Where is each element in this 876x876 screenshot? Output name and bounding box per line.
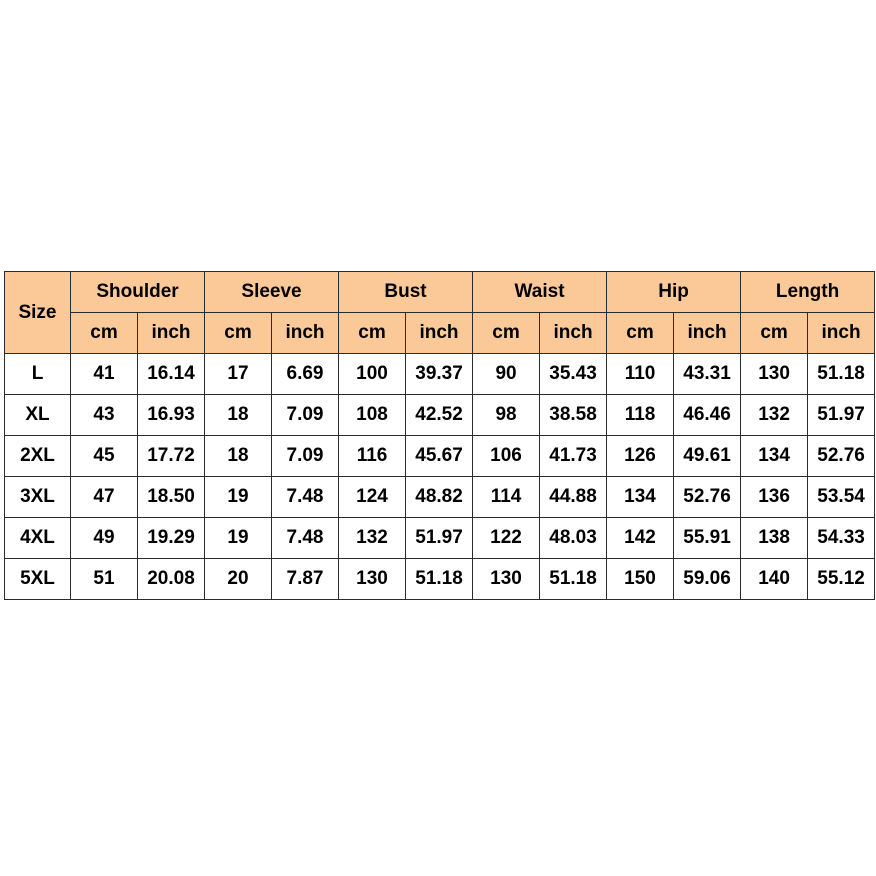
cell-waist-cm: 90 xyxy=(473,354,540,395)
cell-sleeve-cm: 20 xyxy=(205,559,272,600)
cell-bust-inch: 45.67 xyxy=(406,436,473,477)
cell-hip-inch: 46.46 xyxy=(674,395,741,436)
unit-header-cm: cm xyxy=(607,313,674,354)
cell-hip-cm: 142 xyxy=(607,518,674,559)
table-row xyxy=(5,354,875,395)
cell-waist-cm: 122 xyxy=(473,518,540,559)
group-header-waist: Waist xyxy=(473,272,607,313)
cell-length-cm: 136 xyxy=(741,477,808,518)
cell-sleeve-inch: 7.09 xyxy=(272,395,339,436)
cell-waist-cm: 98 xyxy=(473,395,540,436)
cell-sleeve-cm: 19 xyxy=(205,518,272,559)
table-row xyxy=(5,559,875,600)
cell-hip-inch: 52.76 xyxy=(674,477,741,518)
cell-size: 3XL xyxy=(5,477,71,518)
unit-header-cm: cm xyxy=(205,313,272,354)
cell-shoulder-inch: 17.72 xyxy=(138,436,205,477)
cell-shoulder-inch: 18.50 xyxy=(138,477,205,518)
cell-hip-inch: 59.06 xyxy=(674,559,741,600)
unit-header-inch: inch xyxy=(540,313,607,354)
cell-bust-inch: 51.18 xyxy=(406,559,473,600)
cell-length-inch: 55.12 xyxy=(808,559,875,600)
cell-size: 2XL xyxy=(5,436,71,477)
table-row xyxy=(5,477,875,518)
cell-waist-cm: 130 xyxy=(473,559,540,600)
cell-hip-inch: 49.61 xyxy=(674,436,741,477)
unit-header-cm: cm xyxy=(339,313,406,354)
cell-shoulder-inch: 19.29 xyxy=(138,518,205,559)
cell-shoulder-inch: 20.08 xyxy=(138,559,205,600)
cell-length-inch: 54.33 xyxy=(808,518,875,559)
header-row-units xyxy=(5,313,875,354)
unit-header-inch: inch xyxy=(406,313,473,354)
cell-bust-inch: 48.82 xyxy=(406,477,473,518)
cell-shoulder-cm: 47 xyxy=(71,477,138,518)
cell-sleeve-inch: 7.48 xyxy=(272,477,339,518)
cell-waist-inch: 51.18 xyxy=(540,559,607,600)
unit-header-inch: inch xyxy=(674,313,741,354)
cell-waist-inch: 44.88 xyxy=(540,477,607,518)
cell-sleeve-inch: 7.87 xyxy=(272,559,339,600)
cell-bust-cm: 124 xyxy=(339,477,406,518)
cell-bust-inch: 51.97 xyxy=(406,518,473,559)
cell-bust-cm: 116 xyxy=(339,436,406,477)
unit-header-inch: inch xyxy=(808,313,875,354)
unit-header-inch: inch xyxy=(138,313,205,354)
unit-header-cm: cm xyxy=(741,313,808,354)
table-row xyxy=(5,395,875,436)
cell-size: XL xyxy=(5,395,71,436)
size-column-header: Size xyxy=(5,272,71,354)
unit-header-cm: cm xyxy=(71,313,138,354)
cell-shoulder-cm: 51 xyxy=(71,559,138,600)
cell-shoulder-inch: 16.93 xyxy=(138,395,205,436)
group-header-hip: Hip xyxy=(607,272,741,313)
cell-length-cm: 140 xyxy=(741,559,808,600)
table-body xyxy=(5,354,875,600)
group-header-length: Length xyxy=(741,272,875,313)
cell-bust-inch: 42.52 xyxy=(406,395,473,436)
group-header-bust: Bust xyxy=(339,272,473,313)
cell-sleeve-cm: 18 xyxy=(205,395,272,436)
cell-size: L xyxy=(5,354,71,395)
size-chart-table xyxy=(4,271,875,600)
cell-size: 4XL xyxy=(5,518,71,559)
cell-bust-cm: 130 xyxy=(339,559,406,600)
cell-waist-inch: 35.43 xyxy=(540,354,607,395)
cell-sleeve-inch: 7.09 xyxy=(272,436,339,477)
unit-header-cm: cm xyxy=(473,313,540,354)
cell-waist-inch: 38.58 xyxy=(540,395,607,436)
cell-waist-cm: 114 xyxy=(473,477,540,518)
cell-hip-cm: 118 xyxy=(607,395,674,436)
cell-length-cm: 130 xyxy=(741,354,808,395)
cell-sleeve-cm: 18 xyxy=(205,436,272,477)
cell-waist-cm: 106 xyxy=(473,436,540,477)
cell-shoulder-cm: 41 xyxy=(71,354,138,395)
cell-shoulder-cm: 43 xyxy=(71,395,138,436)
group-header-shoulder: Shoulder xyxy=(71,272,205,313)
cell-hip-cm: 126 xyxy=(607,436,674,477)
cell-hip-inch: 55.91 xyxy=(674,518,741,559)
header-row-groups xyxy=(5,272,875,313)
group-header-sleeve: Sleeve xyxy=(205,272,339,313)
cell-sleeve-inch: 7.48 xyxy=(272,518,339,559)
cell-shoulder-cm: 45 xyxy=(71,436,138,477)
cell-length-inch: 53.54 xyxy=(808,477,875,518)
cell-shoulder-cm: 49 xyxy=(71,518,138,559)
cell-length-cm: 138 xyxy=(741,518,808,559)
table-header xyxy=(5,272,875,354)
cell-length-inch: 51.97 xyxy=(808,395,875,436)
cell-bust-cm: 132 xyxy=(339,518,406,559)
cell-length-inch: 52.76 xyxy=(808,436,875,477)
cell-sleeve-cm: 17 xyxy=(205,354,272,395)
table-row xyxy=(5,436,875,477)
cell-hip-cm: 134 xyxy=(607,477,674,518)
cell-waist-inch: 48.03 xyxy=(540,518,607,559)
table-row xyxy=(5,518,875,559)
cell-hip-cm: 150 xyxy=(607,559,674,600)
cell-hip-cm: 110 xyxy=(607,354,674,395)
cell-sleeve-cm: 19 xyxy=(205,477,272,518)
cell-bust-cm: 108 xyxy=(339,395,406,436)
cell-hip-inch: 43.31 xyxy=(674,354,741,395)
cell-length-inch: 51.18 xyxy=(808,354,875,395)
cell-bust-cm: 100 xyxy=(339,354,406,395)
cell-length-cm: 134 xyxy=(741,436,808,477)
cell-shoulder-inch: 16.14 xyxy=(138,354,205,395)
cell-waist-inch: 41.73 xyxy=(540,436,607,477)
cell-size: 5XL xyxy=(5,559,71,600)
cell-length-cm: 132 xyxy=(741,395,808,436)
cell-sleeve-inch: 6.69 xyxy=(272,354,339,395)
cell-bust-inch: 39.37 xyxy=(406,354,473,395)
unit-header-inch: inch xyxy=(272,313,339,354)
